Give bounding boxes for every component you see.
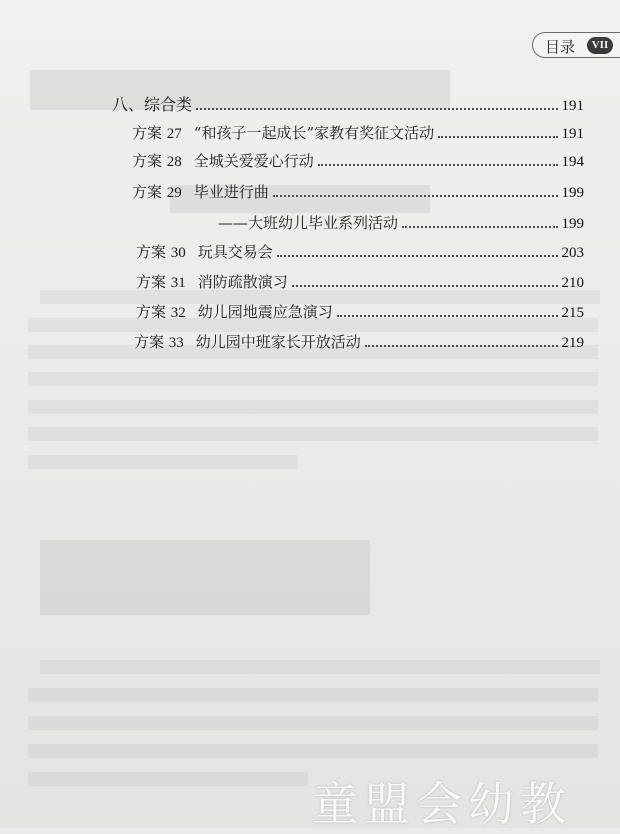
dot-leader <box>365 345 558 347</box>
dot-leader <box>292 285 558 287</box>
entry-title: 玩具交易会 <box>197 243 273 261</box>
plan-label: 方案 32 <box>136 303 186 321</box>
dot-leader <box>337 315 558 317</box>
toc-entry <box>132 150 584 172</box>
bleed-through-figure <box>40 540 370 615</box>
plan-label: 方案 29 <box>132 183 182 201</box>
bleed-through-line <box>28 372 598 386</box>
toc-entry <box>136 271 584 293</box>
entry-title: 毕业进行曲 <box>193 183 269 201</box>
toc-entry <box>136 241 584 263</box>
bleed-through-line <box>28 400 598 414</box>
category-title: 八、综合类 <box>112 95 193 114</box>
entry-title: 消防疏散演习 <box>197 273 288 291</box>
header-label: 目录 <box>545 38 576 56</box>
watermark-text: 童盟会幼教 <box>312 777 572 831</box>
entry-title: 全城关爱爱心行动 <box>193 152 314 170</box>
entry-subtitle: ——大班幼儿毕业系列活动 <box>218 214 399 232</box>
dot-leader <box>196 108 557 110</box>
plan-label: 方案 27 <box>132 124 182 142</box>
bleed-through-line <box>28 744 598 758</box>
entry-page-number: 194 <box>561 154 584 170</box>
dot-leader <box>277 255 558 257</box>
entry-page-number: 199 <box>561 185 584 201</box>
page-number-badge: VII <box>587 37 613 54</box>
bleed-through-line <box>40 660 600 674</box>
toc-entry-subtitle <box>218 212 584 234</box>
dot-leader <box>402 226 557 228</box>
entry-page-number: 219 <box>561 335 584 351</box>
bleed-through-line <box>28 772 308 786</box>
toc-entry <box>132 122 584 144</box>
entry-title: “和孩子一起成长”家教有奖征文活动 <box>193 124 435 142</box>
bleed-through-line <box>28 455 298 469</box>
toc-entry <box>136 301 584 323</box>
bleed-through-line <box>28 716 598 730</box>
dot-leader <box>318 164 558 166</box>
plan-label: 方案 31 <box>136 273 186 291</box>
category-page-number: 191 <box>561 98 584 114</box>
entry-title: 幼儿园地震应急演习 <box>197 303 333 321</box>
plan-label: 方案 30 <box>136 243 186 261</box>
dot-leader <box>273 195 558 197</box>
plan-label: 方案 33 <box>134 333 184 351</box>
bleed-through-line <box>28 427 598 441</box>
entry-page-number: 210 <box>561 275 584 291</box>
entry-title: 幼儿园中班家长开放活动 <box>195 333 361 351</box>
entry-page-number: 191 <box>561 126 584 142</box>
entry-page-number: 215 <box>561 305 584 321</box>
dot-leader <box>438 136 557 138</box>
running-header <box>532 32 620 58</box>
bleed-through-line <box>28 688 598 702</box>
toc-category-row <box>112 92 584 114</box>
toc-entry <box>134 331 584 353</box>
plan-label: 方案 28 <box>132 152 182 170</box>
toc-entry <box>132 181 584 203</box>
entry-page-number: 199 <box>561 216 584 232</box>
entry-page-number: 203 <box>561 245 584 261</box>
